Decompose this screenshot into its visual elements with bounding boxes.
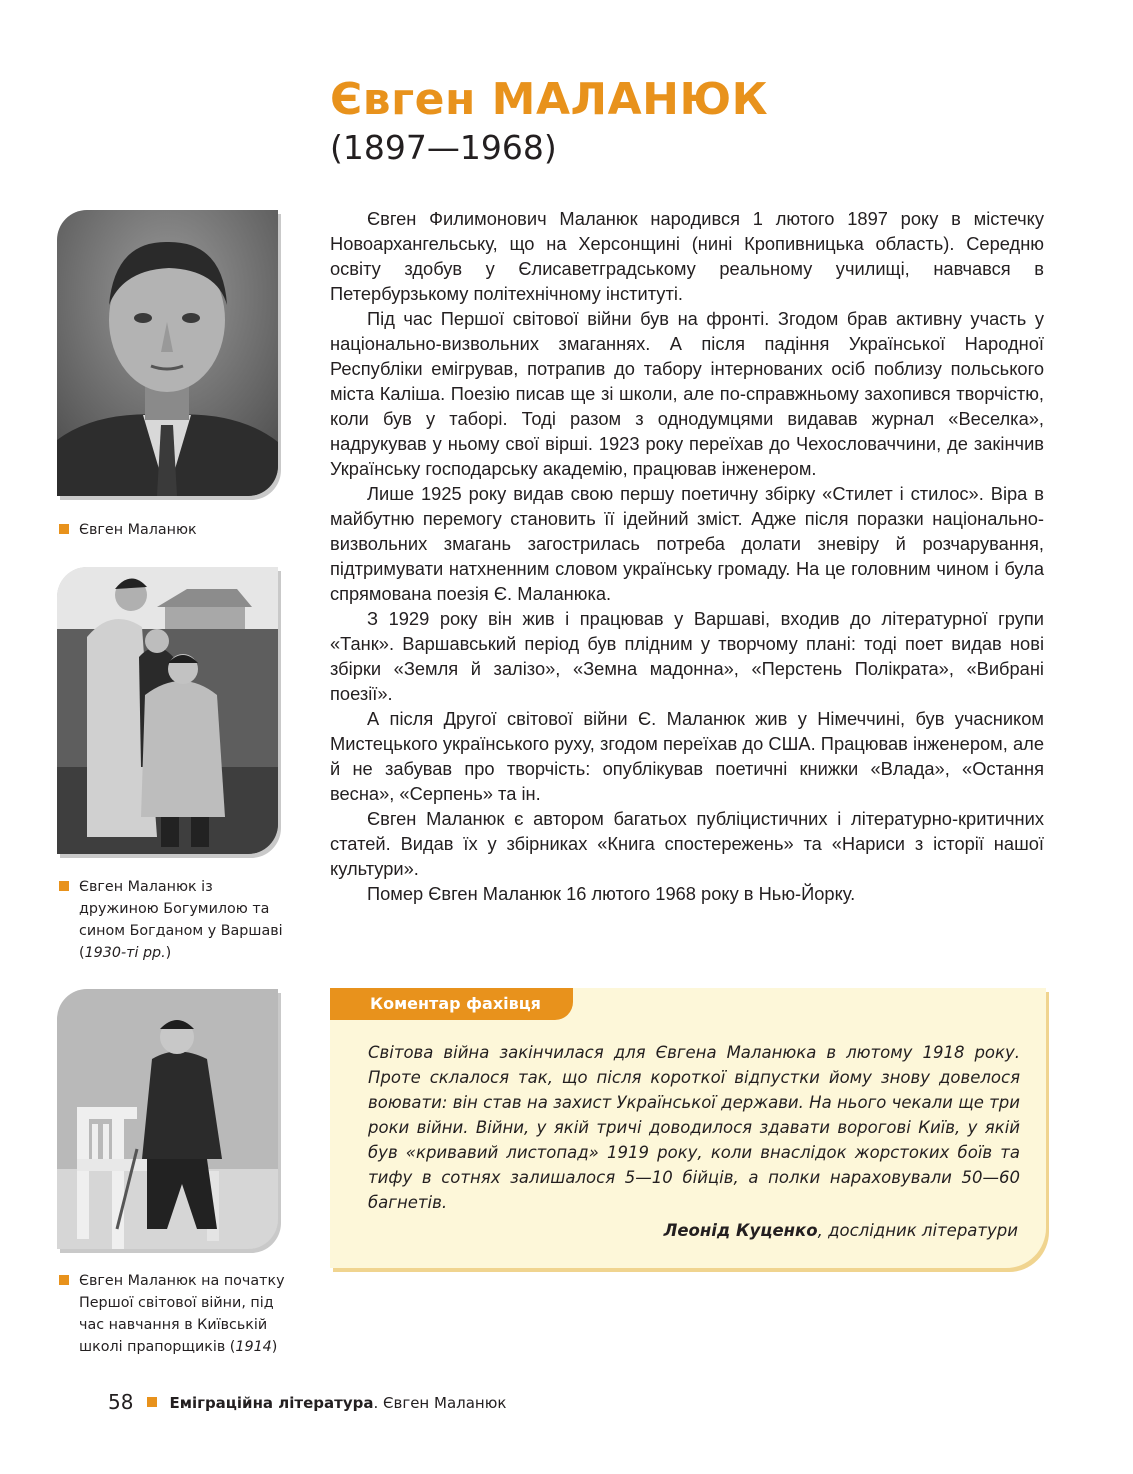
soldier-photo [57,989,278,1249]
paragraph: З 1929 року він жив і працював у Варшаві, входив до літературної групи «Танк». Варшавський період був плідним у творчому плані: тоді поет видав нові збірки «Земля й залізо», «Земна мадонна», «Перстень Полікрата», «Вибрані поезії». [330,608,1044,704]
paragraph: Лише 1925 року видав свою першу поетичну збірку «Стилет і стилос». Віра в майбутню перемогу становить її ідейний зміст. Адже після поразки національно-визвольних змагань загострилась потреба долати зневіру й розчарування, підтримувати натхненним словом українську громаду. На це головним чином і була спрямована поезія Є. Маланюка. [330,483,1044,604]
photo-caption: Євген Маланюк на початку Першої світової війни, під час навчання в Київській школі прапорщиків (1914) [59,1270,287,1358]
footer-subtitle: . Євген Маланюк [373,1394,507,1412]
orange-square-icon [59,1275,69,1285]
photo-caption: Євген Маланюк [59,519,287,541]
page-title: Євген МАЛАНЮК [330,74,769,125]
footer-section: Еміграційна література [169,1394,374,1412]
page-number: 58 [108,1390,134,1414]
paragraph: Євген Маланюк є автором багатьох публіцистичних і літературно-критичних статей. Видав їх у збірниках «Книга спостережень» та «Нариси з історії нашої культури». [330,808,1044,879]
family-photo [57,567,278,854]
comment-author: Леонід Куценко, дослідник літератури [663,1221,1018,1240]
comment-label: Коментар фахівця [330,988,573,1020]
paragraph: Помер Євген Маланюк 16 лютого 1968 року в Нью-Йорку. [367,883,856,904]
life-years: (1897—1968) [330,128,557,167]
comment-text: Світова війна закінчилася для Євгена Маланюка в лютому 1918 року. Проте склалося так, що після короткої відпустки йому знову довелося воювати: він став на захист Української держави. На нього чекали ще три роки війни. Війни, у якій тричі доводилося здавати ворогові Київ, у якій був «кривавий листопад» 1919 року, коли внаслідок жорстоких боїв та тифу в сотнях залишалося 5—10 бійців, а полки нараховували 50—60 багнетів. [368,1043,1020,1212]
paragraph: А після Другої світової війни Є. Маланюк жив у Німеччині, був учасником Мистецького українського руху, згодом переїхав до США. Працював інженером, але й не забував про творчість: опублікував поетичні книжки «Влада», «Остання весна», «Серпень» та ін. [330,708,1044,804]
paragraph: Під час Першої світової війни був на фронті. Згодом брав активну участь у національно-визвольних змаганнях. А після падіння Української Народної Республіки емігрував, потрапив до табору інтернованих осіб поблизу польського міста Каліша. Поезію писав ще зі школи, але по-справжньому захопився творчістю, коли був у таборі. Тоді разом з однодумцями видавав журнал «Веселка», надрукував у ньому свої вірші. 1923 року переїхав до Чехословаччини, де закінчив Українську господарську академію, працював інженером. [330,308,1044,479]
orange-square-icon [59,881,69,891]
orange-square-icon [147,1397,157,1407]
orange-square-icon [59,524,69,534]
biography-text [330,206,1044,906]
page-footer [108,1390,506,1414]
expert-comment-box [330,988,1046,1268]
paragraph: Євген Филимонович Маланюк народився 1 лютого 1897 року в містечку Новоархангельську, що на Херсонщині (нині Кропивницька область). Середню освіту здобув у Єлисаветградському реальному училищі, навчався в Петербурзькому політехнічному інституті. [330,208,1044,304]
portrait-photo [57,210,278,496]
photo-caption: Євген Маланюк із дружиною Богумилою та сином Богданом у Варшаві (1930-ті рр.) [59,876,287,964]
